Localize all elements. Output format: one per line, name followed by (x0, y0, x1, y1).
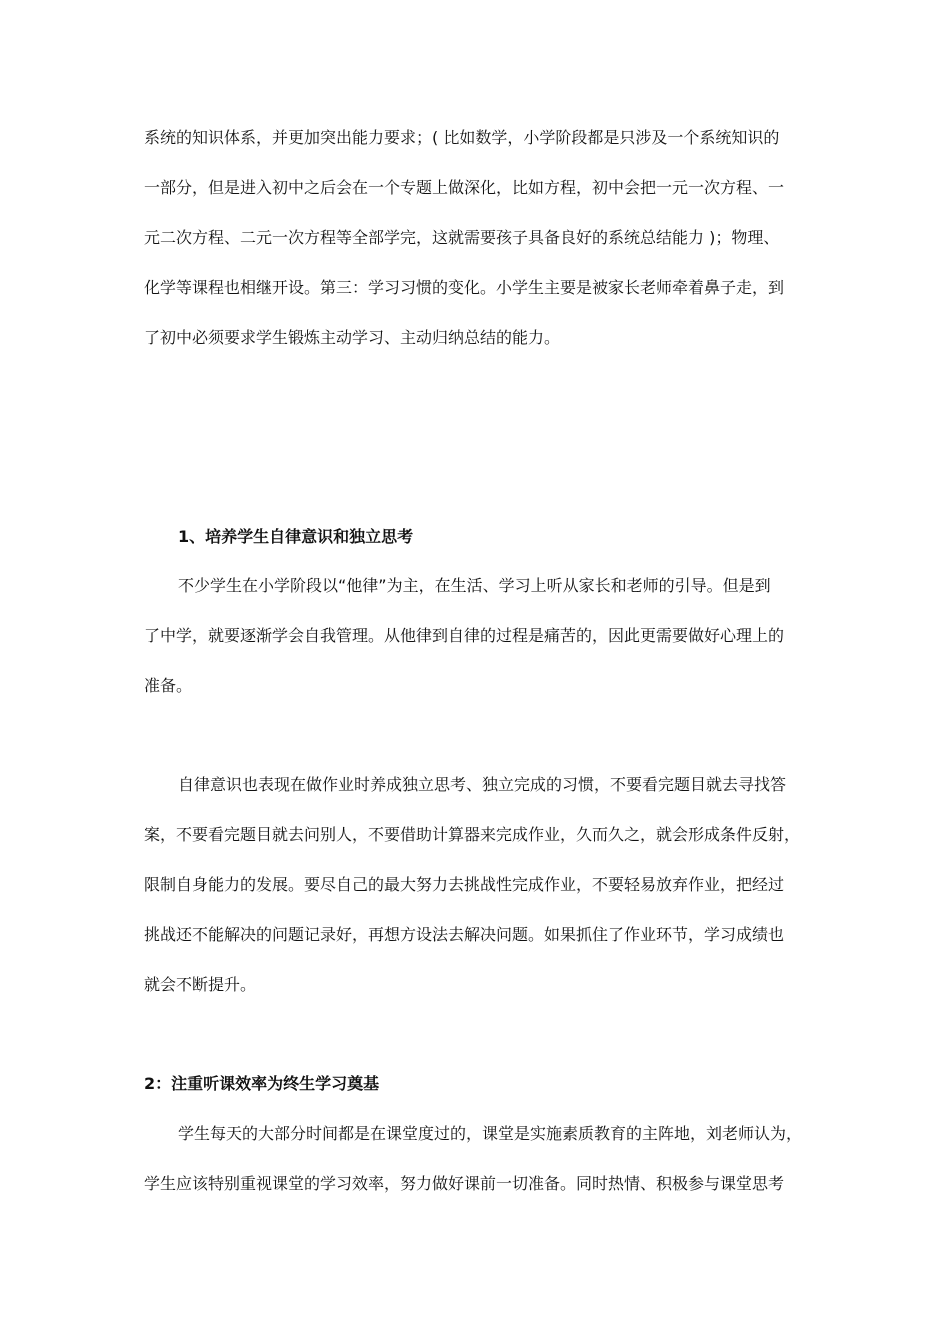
text-line: 就会不断提升。 (144, 975, 257, 994)
text-line: 系统的知识体系，并更加突出能力要求；( 比如数学，小学阶段都是只涉及一个系统知识的 (144, 128, 780, 147)
text-line: 学生应该特别重视课堂的学习效率，努力做好课前一切准备。同时热情、积极参与课堂思考 (144, 1174, 785, 1193)
section-heading: 2：注重听课效率为终生学习奠基 (144, 1074, 380, 1093)
text-line: 元二次方程、二元一次方程等全部学完，这就需要孩子具备良好的系统总结能力 )；物理、 (144, 228, 780, 247)
text-line: 一部分，但是进入初中之后会在一个专题上做深化，比如方程，初中会把一元一次方程、一 (144, 178, 785, 197)
text-line: 准备。 (144, 676, 193, 695)
text-line: 了中学，就要逐渐学会自我管理。从他律到自律的过程是痛苦的，因此更需要做好心理上的 (144, 626, 785, 645)
text-line: 不少学生在小学阶段以“他律”为主，在生活、学习上听从家长和老师的引导。但是到 (178, 576, 771, 595)
text-line: 了初中必须要求学生锻炼主动学习、主动归纳总结的能力。 (144, 328, 561, 347)
text-line: 学生每天的大部分时间都是在课堂度过的，课堂是实施素质教育的主阵地，刘老师认为， (178, 1124, 803, 1143)
text-line: 案，不要看完题目就去问别人，不要借助计算器来完成作业，久而久之，就会形成条件反射， (144, 825, 801, 844)
text-line: 化学等课程也相继开设。第三：学习习惯的变化。小学生主要是被家长老师牵着鼻子走，到 (144, 278, 785, 297)
section-heading: 1、培养学生自律意识和独立思考 (178, 527, 414, 546)
text-line: 限制自身能力的发展。要尽自己的最大努力去挑战性完成作业，不要轻易放弃作业，把经过 (144, 875, 785, 894)
text-line: 挑战还不能解决的问题记录好，再想方设法去解决问题。如果抓住了作业环节，学习成绩也 (144, 925, 785, 944)
text-line: 自律意识也表现在做作业时养成独立思考、独立完成的习惯，不要看完题目就去寻找答 (178, 775, 787, 794)
